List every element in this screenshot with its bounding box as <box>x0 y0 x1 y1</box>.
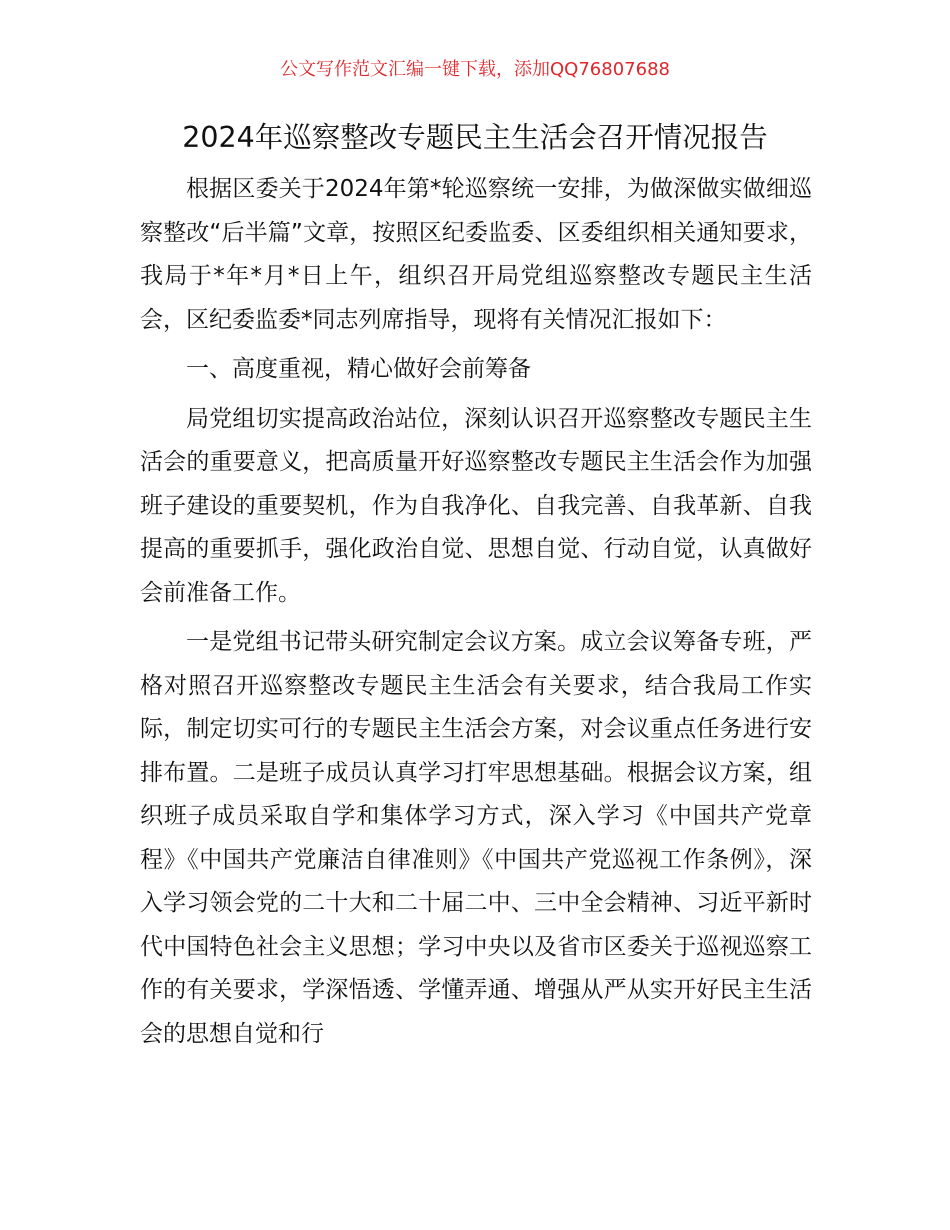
document-title: 2024年巡察整改专题民主生活会召开情况报告 <box>182 121 768 154</box>
paragraph-intro: 根据区委关于2024年第*轮巡察统一安排，为做深做实做细巡察整改“后半篇”文章，按照区纪委监委、区委组织相关通知要求，我局于*年*月*日上午，组织召开局党组巡察整改专题民主生活会，区纪委监委*同志列席指导，现将有关情况汇报如下： <box>140 176 812 333</box>
paragraph-measures: 一是党组书记带头研究制定会议方案。成立会议筹备专班，严格对照召开巡察整改专题民主生活会有关要求，结合我局工作实际，制定切实可行的专题民主生活会方案，对会议重点任务进行安排布置。二是班子成员认真学习打牢思想基础。根据会议方案，组织班子成员采取自学和集体学习方式，深入学习《中国共产党章程》《中国共产党廉洁自律准则》《中国共产党巡视工作条例》，深入学习领会党的二十大和二十届二中、三中全会精神、习近平新时代中国特色社会主义思想；学习中央以及省市区委关于巡视巡察工作的有关要求，学深悟透、学懂弄通、增强从严从实开好民主生活会的思想自觉和行 <box>140 629 812 1047</box>
document-body <box>140 168 812 1062</box>
paragraph-preparation: 局党组切实提高政治站位，深刻认识召开巡察整改专题民主生活会的重要意义，把高质量开好巡察整改专题民主生活会作为加强班子建设的重要契机，作为自我净化、自我完善、自我革新、自我提高的重要抓手，强化政治自觉、思想自觉、行动自觉，认真做好会前准备工作。 <box>140 405 812 606</box>
section-heading-1: 一、高度重视，精心做好会前筹备 <box>186 356 531 382</box>
header-watermark: 公文写作范文汇编一键下载，添加QQ76807688 <box>280 59 670 80</box>
